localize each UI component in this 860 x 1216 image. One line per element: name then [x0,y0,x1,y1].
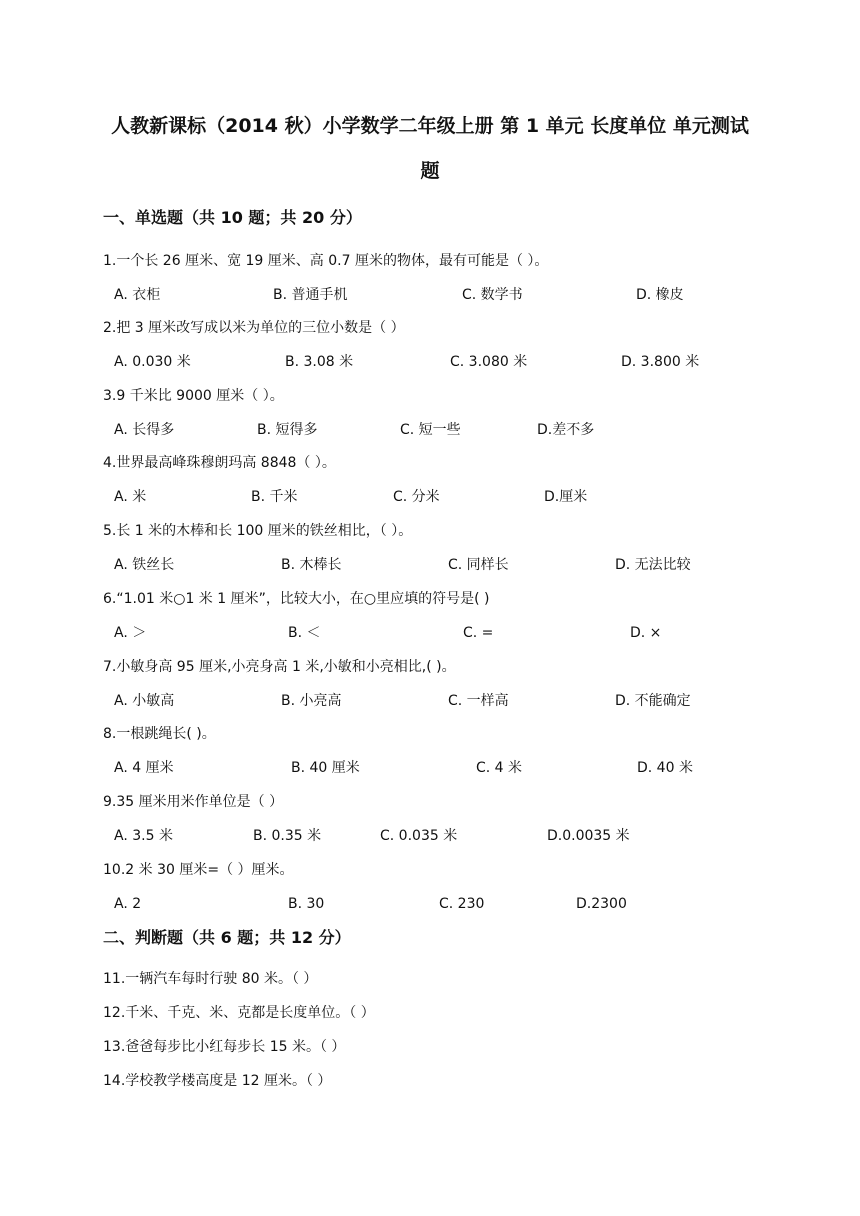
question-2-option-a: A. 0.030 米 [114,354,191,370]
document-title-line-1: 人教新课标（2014 秋）小学数学二年级上册 第 1 单元 长度单位 单元测试 [111,115,749,137]
question-5: 5.长 1 米的木棒和长 100 厘米的铁丝相比，（ ）。 [103,523,413,539]
question-2: 2.把 3 厘米改写成以米为单位的三位小数是（ ） [103,320,405,336]
question-10-option-b: B. 30 [288,896,325,912]
question-10: 10.2 米 30 厘米=（ ）厘米。 [103,862,294,878]
question-13: 13.爸爸每步比小红每步长 15 米。（ ） [103,1039,346,1055]
question-4-option-b: B. 千米 [251,489,298,505]
question-8-option-d: D. 40 米 [637,760,693,776]
question-3-option-b: B. 短得多 [257,422,318,438]
question-5-option-c: C. 同样长 [448,557,509,573]
section-heading-multiple-choice: 一、单选题（共 10 题；共 20 分） [103,208,362,227]
question-1-option-d: D. 橡皮 [636,287,684,303]
question-9-option-c: C. 0.035 米 [380,828,458,844]
question-6-option-d: D. × [630,625,662,641]
question-9: 9.35 厘米用米作单位是（ ） [103,794,284,810]
section-heading-true-false: 二、判断题（共 6 题；共 12 分） [103,928,351,947]
question-2-option-d: D. 3.800 米 [621,354,700,370]
question-4-option-d: D.厘米 [544,489,588,505]
question-6-option-a: A. ＞ [114,625,147,641]
question-7-option-c: C. 一样高 [448,693,509,709]
question-12: 12.千米、千克、米、克都是长度单位。（ ） [103,1005,375,1021]
question-8-option-b: B. 40 厘米 [291,760,360,776]
question-7-option-b: B. 小亮高 [281,693,342,709]
question-1: 1.一个长 26 厘米、宽 19 厘米、高 0.7 厘米的物体，最有可能是（ ）。 [103,253,549,269]
question-14: 14.学校教学楼高度是 12 厘米。（ ） [103,1073,332,1089]
question-9-option-d: D.0.0035 米 [547,828,630,844]
question-3-option-c: C. 短一些 [400,422,461,438]
question-9-option-a: A. 3.5 米 [114,828,173,844]
question-8-option-a: A. 4 厘米 [114,760,174,776]
question-7-option-a: A. 小敏高 [114,693,175,709]
question-3-option-d: D.差不多 [537,422,595,438]
question-3: 3.9 千米比 9000 厘米（ ）。 [103,388,284,404]
question-10-option-a: A. 2 [114,896,142,912]
question-1-option-a: A. 衣柜 [114,287,161,303]
question-5-option-d: D. 无法比较 [615,557,691,573]
question-7: 7.小敏身高 95 厘米,小亮身高 1 米,小敏和小亮相比,( )。 [103,659,456,675]
question-2-option-c: C. 3.080 米 [450,354,528,370]
question-4-option-c: C. 分米 [393,489,440,505]
question-5-option-a: A. 铁丝长 [114,557,175,573]
question-8-option-c: C. 4 米 [476,760,523,776]
question-6-option-c: C. = [463,625,494,641]
question-4: 4.世界最高峰珠穆朗玛高 8848（ ）。 [103,455,336,471]
question-1-option-b: B. 普通手机 [273,287,348,303]
question-3-option-a: A. 长得多 [114,422,175,438]
question-1-option-c: C. 数学书 [462,287,523,303]
question-6: 6.“1.01 米○1 米 1 厘米”，比较大小，在○里应填的符号是( ) [103,591,490,607]
question-11: 11.一辆汽车每时行驶 80 米。（ ） [103,971,318,987]
question-6-option-b: B. ＜ [288,625,321,641]
question-10-option-d: D.2300 [576,896,627,912]
question-8: 8.一根跳绳长( )。 [103,726,216,742]
document-title-line-2: 题 [420,160,440,182]
question-7-option-d: D. 不能确定 [615,693,691,709]
question-10-option-c: C. 230 [439,896,485,912]
question-9-option-b: B. 0.35 米 [253,828,322,844]
question-4-option-a: A. 米 [114,489,147,505]
question-5-option-b: B. 木棒长 [281,557,342,573]
question-2-option-b: B. 3.08 米 [285,354,354,370]
